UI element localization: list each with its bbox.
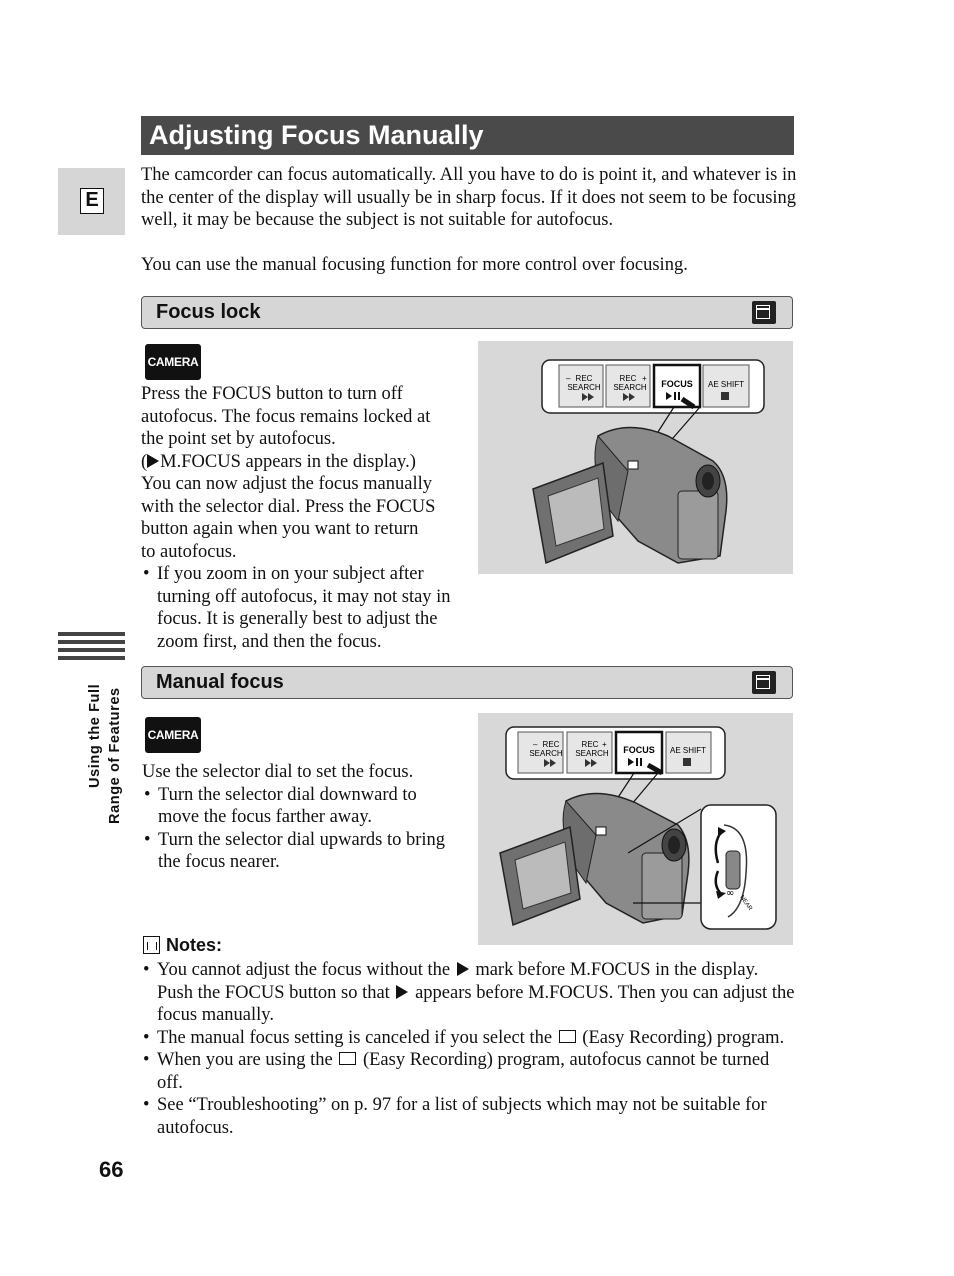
camcorder-illustration (478, 713, 793, 945)
search-label: SEARCH (613, 383, 647, 392)
list-item (141, 1049, 796, 1094)
rec-label: REC (619, 374, 637, 383)
notes-icon (143, 936, 160, 954)
rec-label: REC (575, 374, 593, 383)
language-tab (58, 168, 125, 235)
easy-recording-icon (339, 1052, 356, 1065)
near-label: NEAR (738, 894, 753, 912)
page-number: 66 (99, 1157, 124, 1182)
section-heading-focus-lock (141, 296, 793, 329)
focus-button-label: FOCUS (623, 745, 655, 755)
side-divider (58, 656, 125, 660)
search-label: SEARCH (529, 749, 563, 758)
note-text: (Easy Recording) program. (582, 1027, 785, 1048)
intro-paragraph-1: The camcorder can focus automatically. All you have to do is point it, and whatever is in the center of the display will usually be in sharp focus. If it does not seem to be focusing well, it may be because the subject is not suitable for autofocus. (141, 165, 797, 230)
list-item: • If you zoom in on your subject after turning off autofocus, it may not stay in focus. It is generally best to adjust the zoom first, and then the focus. (141, 563, 471, 653)
text-line: You can now adjust the focus manually (141, 474, 432, 494)
camcorder-figure-focus-lock (478, 341, 793, 574)
note-text: appears before M.FOCUS. Then you can adjust the focus manually. (157, 982, 795, 1025)
text-line (141, 451, 471, 474)
plus-sign: + (642, 374, 647, 383)
minus-sign: – (566, 374, 571, 383)
rec-label: REC (542, 740, 560, 749)
ae-shift-label: AE SHIFT (669, 746, 707, 755)
search-label: SEARCH (575, 749, 609, 758)
paren-open: ( (141, 451, 148, 472)
text-line: autofocus. The focus remains locked at (141, 406, 431, 427)
list-item: • See “Troubleshooting” on p. 97 for a list of subjects which may not be suitable for autofocus. (141, 1094, 796, 1139)
side-divider (58, 632, 125, 636)
list-item: • Turn the selector dial downward to move the focus farther away. (142, 784, 462, 829)
note-text: When you are using the (157, 1050, 333, 1070)
side-label-line-2: Range of Features (107, 687, 123, 824)
ae-shift-label: AE SHIFT (707, 380, 745, 389)
camcorder-figure-manual-focus (478, 713, 793, 945)
notes-heading-text: Notes: (166, 935, 223, 955)
play-triangle-icon (147, 454, 159, 468)
text-line: the point set by autofocus. (141, 429, 336, 449)
side-divider (58, 648, 125, 652)
focus-lock-text (141, 383, 471, 653)
rec-label: REC (581, 740, 599, 749)
list-item (141, 1027, 796, 1050)
note-text: (Easy Recording) program, autofocus cannot be turned off. (157, 1050, 770, 1093)
language-tab-label: E (80, 188, 104, 214)
section-heading-manual-focus (141, 666, 793, 699)
text-line: to autofocus. (141, 541, 237, 562)
focus-button-label: FOCUS (661, 379, 693, 389)
program-mode-icon (752, 301, 776, 324)
notes-list (141, 959, 796, 1139)
paren-text: M.FOCUS appears in the display.) (160, 451, 416, 472)
list-item: • Turn the selector dial upwards to bring the focus nearer. (142, 829, 462, 874)
play-triangle-icon (457, 962, 469, 976)
page-title: Adjusting Focus Manually (141, 116, 794, 155)
chapter-side-label (80, 670, 130, 830)
play-triangle-icon (396, 985, 408, 999)
search-label: SEARCH (567, 383, 601, 392)
camera-mode-badge: CAMERA (145, 717, 201, 753)
section-heading-text: Focus lock (156, 301, 261, 323)
camera-mode-badge: CAMERA (145, 344, 201, 380)
text-line: Use the selector dial to set the focus. (142, 762, 414, 782)
text-line: with the selector dial. Press the FOCUS (141, 496, 436, 517)
text-line: Press the FOCUS button to turn off (141, 384, 403, 404)
easy-recording-icon (559, 1030, 576, 1043)
manual-focus-text (142, 761, 462, 874)
note-text: The manual focus setting is canceled if you select the (157, 1027, 553, 1048)
minus-sign: – (533, 740, 538, 749)
note-text: You cannot adjust the focus without the (157, 960, 451, 980)
section-heading-text: Manual focus (156, 671, 284, 693)
note-text: mark before M.FOCUS in the display. Push the FOCUS button so that (157, 960, 759, 1003)
text-line: button again when you want to return (141, 519, 419, 539)
side-label-line-1: Using the Full (87, 683, 103, 788)
side-divider (58, 640, 125, 644)
camcorder-illustration (478, 341, 793, 574)
notes-heading (143, 935, 222, 956)
plus-sign: + (602, 740, 607, 749)
infinity-label: ∞ (726, 888, 735, 899)
program-mode-icon (752, 671, 776, 694)
list-item (141, 959, 796, 1027)
intro-paragraph-2: You can use the manual focusing function for more control over focusing. (141, 255, 688, 275)
